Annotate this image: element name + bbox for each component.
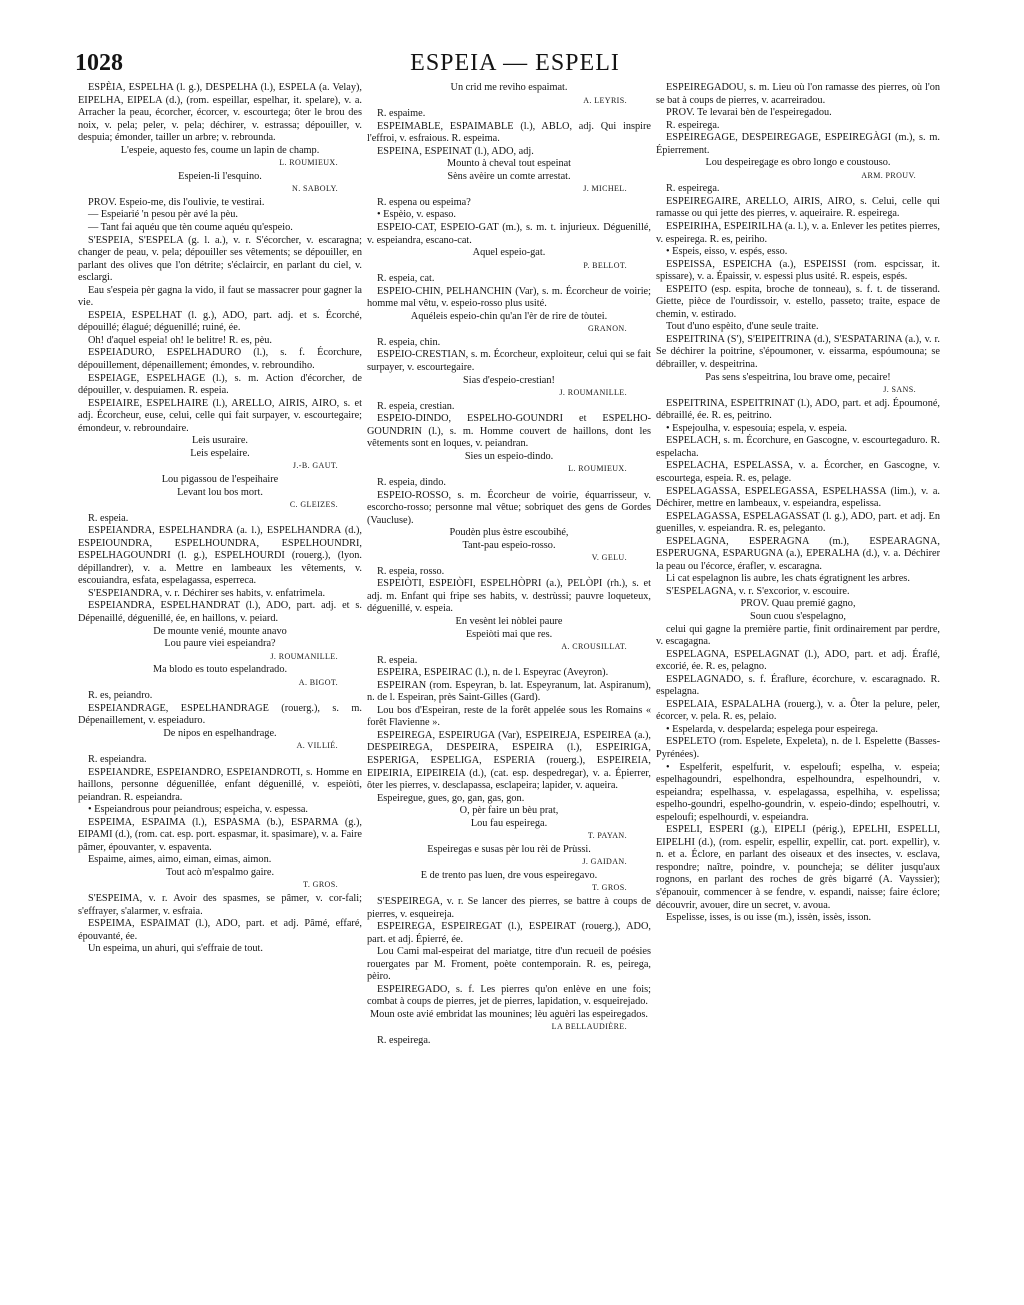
dictionary-entry: PROV. Espeio-me, dis l'oulivie, te vestirai. [88,196,265,208]
dictionary-entry: ESPEIO-CHIN, PELHANCHIN (Var), s. m. Écorcheur de voirie; homme mal vêtu, v. espeio-rosso plus usité. [367,285,651,310]
dictionary-entry: • Espeiandrous pour peiandrous; espeicha, v. espessa. [88,804,308,816]
dictionary-entry: ESPEIANDRE, ESPEIANDRO, ESPEIANDROTI, s. Homme en haillons, personne déguenillée, enfant déguenillé, v. espeiòti, peiandran. R. espeiandra. [78,766,362,803]
quotation-attribution: N. SABOLY. [292,184,338,194]
dictionary-entry: ESPEIO-CAT, ESPEIO-GAT (m.), s. m. t. injurieux. Déguenillé, v. espeiandra, escano-cat. [367,222,651,246]
quotation-line: Tant-pau espeio-rosso. [462,539,556,551]
quotation-attribution: J. MICHEL. [583,184,627,194]
dictionary-entry: ESPELAGASSA, ESPELEGASSA, ESPELHASSA (lim.), v. a. Déchirer, mettre en lambeaux, v. espeiandra, espelissa. [656,485,940,510]
dictionary-entry: ESPEIANDRA, ESPELHANDRAT (l.), ADO, part. adj. et s. Dépenaillé, déguenillé, ée, en haillons, v. peiard. [78,600,362,624]
quotation-line: En vesènt lei nòblei paure [455,615,563,627]
quotation-line: Lou fau espeirega. [470,817,548,829]
dictionary-entry: R. espaime. [377,108,426,120]
quotation-line: Levant lou bos mort. [177,486,263,498]
quotation-line: Espeien-li l'esquino. [178,170,262,182]
quotation-attribution: J. ROUMANILLE. [559,388,627,398]
quotation-line: Sias d'espeio-crestian! [463,374,555,386]
dictionary-entry: ESPEIRAN (rom. Espeyran, b. lat. Espeyranum, lat. Aspiranum), n. de l. Espeiran, près Saint-Gilles (Gard). [367,679,651,704]
quotation-attribution: T. GROS. [592,883,627,893]
dictionary-entry: Oh! d'aquel espeia! oh! le belitre! R. es, pèu. [88,334,272,346]
dictionary-entry: ESPEIRIHA, ESPEIRILHA (a. l.), v. a. Enlever les petites pierres, v. espeirega. R. es, peiriho. [656,221,940,245]
quotation-line: De nipos en espelhandrage. [163,727,277,739]
dictionary-entry: ESPELACHA, ESPELASSA, v. a. Écorcher, en Gascogne, v. escourtega, espeia. R. es, pelage. [656,460,940,484]
dictionary-entry: S'ESPEIREGA, v. r. Se lancer des pierres, se battre à coups de pierres, v. esqueireja. [367,896,651,920]
dictionary-entry: ESPEIADURO, ESPELHADURO (l.), s. f. Écorchure, dépouillement, dépenaillement; émondes, v. rebroundiho. [78,347,362,372]
dictionary-entry: — Tant fai aquéu que tèn coume aquéu qu'espeio. [88,222,293,234]
dictionary-entry: ESPELETO (rom. Espelete, Expeleta), n. de l. Espelette (Basses-Pyrénées). [656,736,940,760]
quotation-attribution: J. SANS. [883,385,916,395]
dictionary-entry: ESPEITO (esp. espita, broche de tonneau), s. f. t. de tisserand. Giette, pièce de l'ourdissoir, v. estello, passeto; traite, espace de chemin, v. estirado. [656,283,940,320]
dictionary-entry: S'ESPELAGNA, v. r. S'excorior, v. escouire. [666,585,850,597]
dictionary-entry: • Espeis, eisso, v. espés, esso. [666,246,788,258]
quotation-line: Mounto à cheval tout espeinat [446,158,572,170]
dictionary-entry: ESPELAIA, ESPALALHA (rouerg.), v. a. Ôter la pelure, peler, écorcer, v. pela. R. es, pelaio. [656,698,940,723]
dictionary-entry: PROV. Te levarai bèn de l'espeiregadou. [666,107,832,119]
quotation-line: Pas sens s'espeitrina, lou brave ome, pecaire! [705,371,891,383]
dictionary-entry: S'ESPEIMA, v. r. Avoir des spasmes, se pâmer, v. cor-fali; s'effrayer, s'alarmer, v. esfraia. [78,893,362,917]
quotation-attribution: A. VILLIÉ. [296,741,338,751]
dictionary-entry: ESPEIAGE, ESPELHAGE (l.), s. m. Action d'écorcher, de dépouiller, v. despuiamen. R. espeia. [78,372,362,397]
dictionary-entry: • Espejoulha, v. espesouia; espela, v. espeia. [666,422,847,434]
dictionary-entry: ESPELACH, s. m. Écorchure, en Gascogne, v. escourtegaduro. R. espelacha. [656,435,940,459]
quotation-attribution: J.-B. GAUT. [292,461,338,471]
quotation-line: Lou pigassou de l'espeihaire [161,473,279,485]
quotation-line: Leis espelaire. [190,447,250,459]
dictionary-entry: R. espeirega. [666,183,720,195]
dictionary-entry: S'ESPEIANDRA, v. r. Déchirer ses habits, v. enfatrimela. [88,587,326,599]
dictionary-entry: Espelisse, isses, is ou isse (m.), issèn, issès, isson. [666,912,872,924]
dictionary-entry: S'ESPEIA, S'ESPELA (g. l. a.), v. r. S'écorcher, v. escaragna; changer de peau, v. pela; dépouiller ses vêtements; se dépouiller, en parlant des olives que l'on détrite; s'éclaircir, en parlant du ciel, v. esclargi. [78,234,362,284]
dictionary-entry: R. espeirega. [377,1035,431,1047]
dictionary-entry: ESPÈIA, ESPELHA (l. g.), DESPELHA (l.), ESPELA (a. Velay), EIPELHA, EIPELA (d.), (rom. espeillar, espelhar, it. spelare), v. a. Arracher la peau, écorcher, écorcer, v. escourtega; ôter le brou des noix, v. pela; peler, v. pela; déchirer, v. estrassa; dépouiller, v. despuia; émonder, tailler un arbre; v. rebrounda. [78,82,362,144]
dictionary-entry: celui qui gagne la première partie, finit ordinairement par perdre, v. escagagna. [656,623,940,648]
running-head: ESPEIA — ESPELI [410,50,620,76]
quotation-line: Un crid me reviho espaimat. [450,82,568,93]
dictionary-entry: ESPEIREGAGE, DESPEIREGAGE, ESPEIREGÀGI (m.), s. m. Épierrement. [656,132,940,156]
dictionary-entry: ESPEIO-ROSSO, s. m. Écorcheur de voirie, équarrisseur, v. escorcho-rosso; personne mal vêtue; sobriquet des gens de Gordes (Vaucluse). [367,489,651,526]
quotation-line: Soun cuou s'espelagno, [750,610,846,622]
quotation-line: Aquel espeio-gat. [472,247,546,259]
dictionary-entry: R. espena ou espeima? [377,196,471,208]
dictionary-entry: ESPEIREGADO, s. f. Les pierres qu'on enlève en une fois; combat à coups de pierres, jet de pierres, lapidation, v. esqueirejado. [367,983,651,1008]
dictionary-entry: R. espeia, dindo. [377,476,446,488]
quotation-attribution: T. GROS. [303,880,338,890]
dictionary-entry: ESPEIANDRA, ESPELHANDRA (a. l.), ESPELHANDRA (d.), ESPEIOUNDRA, ESPELHOUNDRA, ESPELHOUNDRI, ESPELHAGOUNDRI (l. g.), ESPELHOURDI (rouerg.), (lyon. dépillandrer), v. a. Mettre en lambeaux les vêtements, v. escouiandra, esfata, espelagassa, esperreca. [78,525,362,587]
quotation-attribution: A. CROUSILLAT. [561,642,627,652]
quotation-line: Tout acò m'espalmo gaire. [165,866,275,878]
dictionary-entry: ESPEIMABLE, ESPAIMABLE (l.), ABLO, adj. Qui inspire l'effroi, v. esfraious. R. espeima. [367,120,651,145]
dictionary-entry: ESPEIMA, ESPAIMA (l.), ESPASMA (b.), ESPARMA (g.), EIPAMI (d.), (rom. cat. esp. port. espasmar, it. spasimare), v. a. Faire pâmer, épouvanter, v. espaventa. [78,816,362,853]
dictionary-entry: ESPEIO-DINDO, ESPELHO-GOUNDRI et ESPELHO-GOUNDRIN (l.), s. m. Homme couvert de haillons, dont les vêtements sont en loques, v. peiandran. [367,413,651,450]
dictionary-entry: Un espeima, un ahuri, qui s'effraie de tout. [88,943,263,955]
dictionary-entry: ESPEIO-CRESTIAN, s. m. Écorcheur, exploiteur, celui qui se fait surpayer, v. escourtegaire. [367,349,651,374]
quotation-line: Aquéleis espeio-chin qu'an l'èr de rire de tòutei. [410,310,608,322]
dictionary-entry: R. espeiandra. [88,753,147,765]
dictionary-entry: R. es, peiandro. [88,690,153,702]
dictionary-entry: • Espelarda, v. despelarda; espelega pour espeirega. [666,723,878,735]
quotation-attribution: ARM. PROUV. [861,170,916,180]
dictionary-entry: ESPEINA, ESPEINAT (l.), ADO, adj. [377,145,534,157]
dictionary-entry: ESPEIREGA, ESPEIREGAT (l.), ESPEIRAT (rouerg.), ADO, part. et adj. Épierré, ée. [367,921,651,945]
dictionary-entry: ESPEIMA, ESPAIMAT (l.), ADO, part. et adj. Pâmé, effaré, épouvanté, ée. [78,918,362,942]
quotation-line: Leis usuraire. [191,435,249,447]
quotation-line: Espeiòti mai que res. [465,628,553,640]
quotation-attribution: T. PAYAN. [587,831,627,841]
quotation-attribution: L. ROUMIEUX. [279,158,338,168]
quotation-line: Lou paure viei espeiandra? [164,638,276,650]
dictionary-entry: — Espeiarié 'n pesou pèr avé la pèu. [88,209,238,221]
quotation-line: L'espeie, aquesto fes, coume un lapin de champ. [120,144,320,156]
dictionary-entry: ESPEIANDRAGE, ESPELHANDRAGE (rouerg.), s. m. Dépenaillement, v. espeiaduro. [78,702,362,727]
quotation-attribution: P. BELLOT. [583,260,627,270]
quotation-line: Moun oste avié embridat las mounines; lèu aguèri las espeiregados. [370,1008,648,1020]
dictionary-entry: Tout d'uno espèito, d'une seule traite. [666,321,819,333]
quotation-attribution: C. GLEIZES. [289,500,338,510]
dictionary-entry: ESPEIREGA, ESPEIRUGA (Var), ESPEIREJA, ESPEIREA (a.), DESPEIREGA, DESPEIRA, ESPEIRA (l.), ESPEIRIGA, ESPERIGA, ESPELIGA, ESPERIA (rouerg.), ESPEIREIA, EIPEIRIA, EIPEIREIA (d.), (cat. esp. despedregar), v. a. Épierrer, ôter les pierres, v. desclapassa, esclapeira; lapider, v. aqueira. [367,729,651,792]
dictionary-entry: R. espeia, cat. [377,273,435,285]
column-middle [367,82,651,1048]
quotation-attribution: A. BIGOT. [298,677,338,687]
quotation-line: Lou despeiregage es obro longo e coustouso. [705,157,891,169]
dictionary-entry: Espeiregue, gues, go, gan, gas, gon. [377,792,525,804]
dictionary-entry: Eau s'espeia pèr gagna la vido, il faut se massacrer pour gagner la vie. [78,284,362,309]
column-right [656,82,940,925]
dictionary-entry: R. espeia. [377,654,418,666]
quotation-line: Poudèn plus èstre escoubihé, [449,527,569,539]
dictionary-entry: ESPEITRINA (S'), S'EIPEITRINA (d.), S'ESPATARINA (a.), v. r. Se déchirer la poitrine, s'époumoner, v. eissarma, espóumouna; se débrailler, v. despeitrina. [656,333,940,371]
dictionary-entry: ESPEIÒTI, ESPEIÒFI, ESPELHÒPRI (a.), PELÒPI (rh.), s. et adj. m. Enfant qui fripe ses habits, v. destrùssi; pauvre loqueteux, déguenillé, v. espeia. [367,578,651,615]
quotation-attribution: A. LEYRIS. [583,95,627,105]
dictionary-entry: R. espeia, rosso. [377,565,445,577]
dictionary-entry: ESPEIREGADOU, s. m. Lieu où l'on ramasse des pierres, où l'on se bat à coups de pierres, v. acarreiradou. [656,82,940,106]
dictionary-entry: ESPEISSA, ESPEICHA (a.), ESPEISSI (rom. espcissar, it. spissare), v. a. Épaissir, v. espessi plus usité. R. espeis, espés. [656,258,940,283]
column-left [78,82,362,956]
dictionary-entry: ESPELAGNA, ESPERAGNA (m.), ESPEARAGNA, ESPERUGNA, ESPARUGNA (a.), EPERALHA (d.), v. a. Déchirer la peau ou l'écorce, érafler, v. escaragna. [656,535,940,572]
quotation-attribution: LA BELLAUDIÈRE. [551,1022,627,1032]
dictionary-entry: ESPELAGNA, ESPELAGNAT (l.), ADO, part. et adj. Éraflé, excorié, ée. R. es, pelagno. [656,648,940,673]
dictionary-entry: ESPEITRINA, ESPEITRINAT (l.), ADO, part. et adj. Époumoné, débraillé, ée. R. es, peitrino. [656,397,940,422]
quotation-attribution: V. GELU. [591,553,627,563]
quotation-attribution: GRANON. [587,324,627,334]
dictionary-entry: R. espeia, chin. [377,336,441,348]
quotation-line: Espeiregas e susas pèr lou rèi de Prùssi. [427,843,591,855]
dictionary-entry: • Espelferit, espelfurit, v. espeloufi; espelha, v. espeia; espelhagoundri, espelhondra, espelhoundra, espelhoundri, v. espeiandra; espelhassa, v. espelagassa, espelhiha, v. espelissa; espelho-goundri, espelho-goundrin, v. espeio-dindo; espelhoutri, v. espeloufi; espelhourdi, v. espeiandra. [656,761,940,823]
quotation-attribution: J. ROUMANILLE. [270,651,338,661]
dictionary-entry: ESPEIAIRE, ESPELHAIRE (l.), ARELLO, AIRIS, AIRO, s. et adj. Écorcheur, euse, celui, celle qui fait surpayer, v. escourtegaire; émondeur, v. rebroundaire. [78,397,362,434]
quotation-attribution: L. ROUMIEUX. [568,464,627,474]
dictionary-entry: ESPELAGASSA, ESPELAGASSAT (l. g.), ADO, part. et adj. En guenilles, v. espeiandra. R. es, peleganto. [656,510,940,535]
dictionary-entry: Li cat espelagnon lis aubre, les chats égratignent les arbres. [666,573,910,585]
dictionary-entry: ESPEIREGAIRE, ARELLO, AIRIS, AIRO, s. Celui, celle qui ramasse ou qui jette des pierres, v. aqueiraire. R. espeirega. [656,195,940,220]
dictionary-entry: • Espèio, v. espaso. [377,209,457,221]
dictionary-entry: Espaime, aimes, aimo, eiman, eimas, aimon. [88,854,272,866]
dictionary-entry: Lou bos d'Espeiran, reste de la forêt appelée sous les Romains « forêt Flavienne ». [367,704,651,729]
dictionary-entry: Lou Cami mal-espeirat del mariatge, titre d'un recueil de poésies rouergates par M. Froment, poète contemporain. R. es, peirega, pèiro. [367,946,651,983]
dictionary-entry: R. espeia. [88,512,129,524]
dictionary-entry: R. espeirega. [666,119,720,131]
quotation-line: De mounte venié, mounte anavo [153,625,287,637]
dictionary-entry: R. espeia, crestian. [377,400,455,412]
quotation-line: Sèns avèire un comte arrestat. [447,170,571,182]
page-header [75,50,955,82]
quotation-attribution: J. GAIDAN. [582,857,627,867]
quotation-line: E de trento pas luen, dre vous espeiregavo. [420,869,598,881]
page-number: 1028 [75,50,123,76]
dictionary-entry: ESPELAGNADO, s. f. Éraflure, écorchure, v. escaragnado. R. espelagna. [656,673,940,698]
dictionary-entry: ESPEIA, ESPELHAT (l. g.), ADO, part. adj. et s. Écorché, dépouillé; élagué; déguenillé; ruiné, ée. [78,309,362,334]
dictionary-entry: ESPELI, ESPERI (g.), EIPELI (périg.), EPELHI, ESPELLI, EIPELHI (d.), (rom. espelir, espellir, expellir, cat. port. expellir), v. n. et a. Éclore, en parlant des oiseaux et des insectes, v. esclava, respondre; naître, poindre, v. pouncheja; se déliter jusqu'aux rognons, en parlant des roches de grès bigarré (A. Vayssier); s'épanouir, commencer à se fendre, v. espandi, naisse; faire éclore; découvrir, avouer, dire un secret, v. avoua. [656,824,940,911]
dictionary-entry: ESPEIRA, ESPEIRAC (l.), n. de l. Espeyrac (Aveyron). [377,667,609,679]
quotation-line: O, pèr faire un bèu prat, [459,805,559,817]
quotation-line: PROV. Quau premié gagno, [740,598,856,610]
quotation-line: Ma blodo es touto espelandrado. [152,664,288,676]
quotation-line: Sies un espeio-dindo. [464,450,554,462]
